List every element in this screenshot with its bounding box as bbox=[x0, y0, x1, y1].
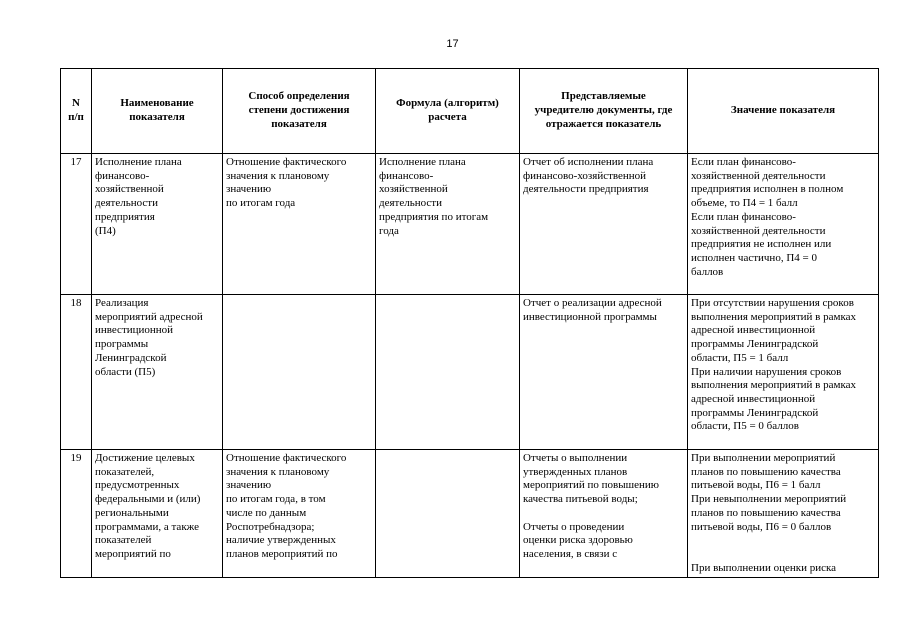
table-header-row bbox=[61, 69, 879, 154]
indicator-documents: Отчет о реализации адресной инвестиционной программы bbox=[520, 295, 688, 450]
header-formula: Формула (алгоритм) расчета bbox=[376, 69, 520, 154]
header-value: Значение показателя bbox=[688, 69, 879, 154]
indicator-method: Отношение фактического значения к плановому значению по итогам года, в том числе по данным Роспотребнадзора; наличие утвержденных планов мероприятий по bbox=[223, 450, 376, 578]
row-number: 19 bbox=[61, 450, 92, 578]
indicator-formula bbox=[376, 450, 520, 578]
indicator-name: Достижение целевых показателей, предусмотренных федеральными и (или) региональными программами, а также показателей мероприятий по bbox=[92, 450, 223, 578]
table-row bbox=[61, 154, 879, 295]
header-number: N п/п bbox=[61, 69, 92, 154]
header-indicator-name: Наименование показателя bbox=[92, 69, 223, 154]
indicators-table bbox=[60, 68, 879, 578]
indicator-name: Реализация мероприятий адресной инвестиционной программы Ленинградской области (П5) bbox=[92, 295, 223, 450]
page-number: 17 bbox=[446, 38, 459, 50]
indicator-name: Исполнение плана финансово- хозяйственной деятельности предприятия (П4) bbox=[92, 154, 223, 295]
indicator-documents: Отчеты о выполнении утвержденных планов мероприятий по повышению качества питьевой воды; Отчеты о проведении оценки риска здоровью населения, в связи с bbox=[520, 450, 688, 578]
row-number: 18 bbox=[61, 295, 92, 450]
indicator-value: Если план финансово- хозяйственной деятельности предприятия исполнен в полном объеме, то П4 = 1 балл Если план финансово- хозяйственной деятельности предприятия не исполнен или исполнен частично, П4 = 0 баллов bbox=[688, 154, 879, 295]
indicator-formula bbox=[376, 295, 520, 450]
indicator-value: При выполнении мероприятий планов по повышению качества питьевой воды, П6 = 1 балл При невыполнении мероприятий планов по повышению качества питьевой воды, П6 = 0 баллов При выполнении оценки риска bbox=[688, 450, 879, 578]
indicator-method: Отношение фактического значения к плановому значению по итогам года bbox=[223, 154, 376, 295]
header-documents: Представляемые учредителю документы, где отражается показатель bbox=[520, 69, 688, 154]
indicator-method bbox=[223, 295, 376, 450]
header-method: Способ определения степени достижения показателя bbox=[223, 69, 376, 154]
table-row bbox=[61, 450, 879, 578]
indicator-value: При отсутствии нарушения сроков выполнения мероприятий в рамках адресной инвестиционной программы Ленинградской области, П5 = 1 балл При наличии нарушения сроков выполнения мероприятий в рамках адресной инвестиционной программы Ленинградской области, П5 = 0 баллов bbox=[688, 295, 879, 450]
indicator-formula: Исполнение плана финансово- хозяйственной деятельности предприятия по итогам года bbox=[376, 154, 520, 295]
table-row bbox=[61, 295, 879, 450]
row-number: 17 bbox=[61, 154, 92, 295]
indicator-documents: Отчет об исполнении плана финансово-хозяйственной деятельности предприятия bbox=[520, 154, 688, 295]
